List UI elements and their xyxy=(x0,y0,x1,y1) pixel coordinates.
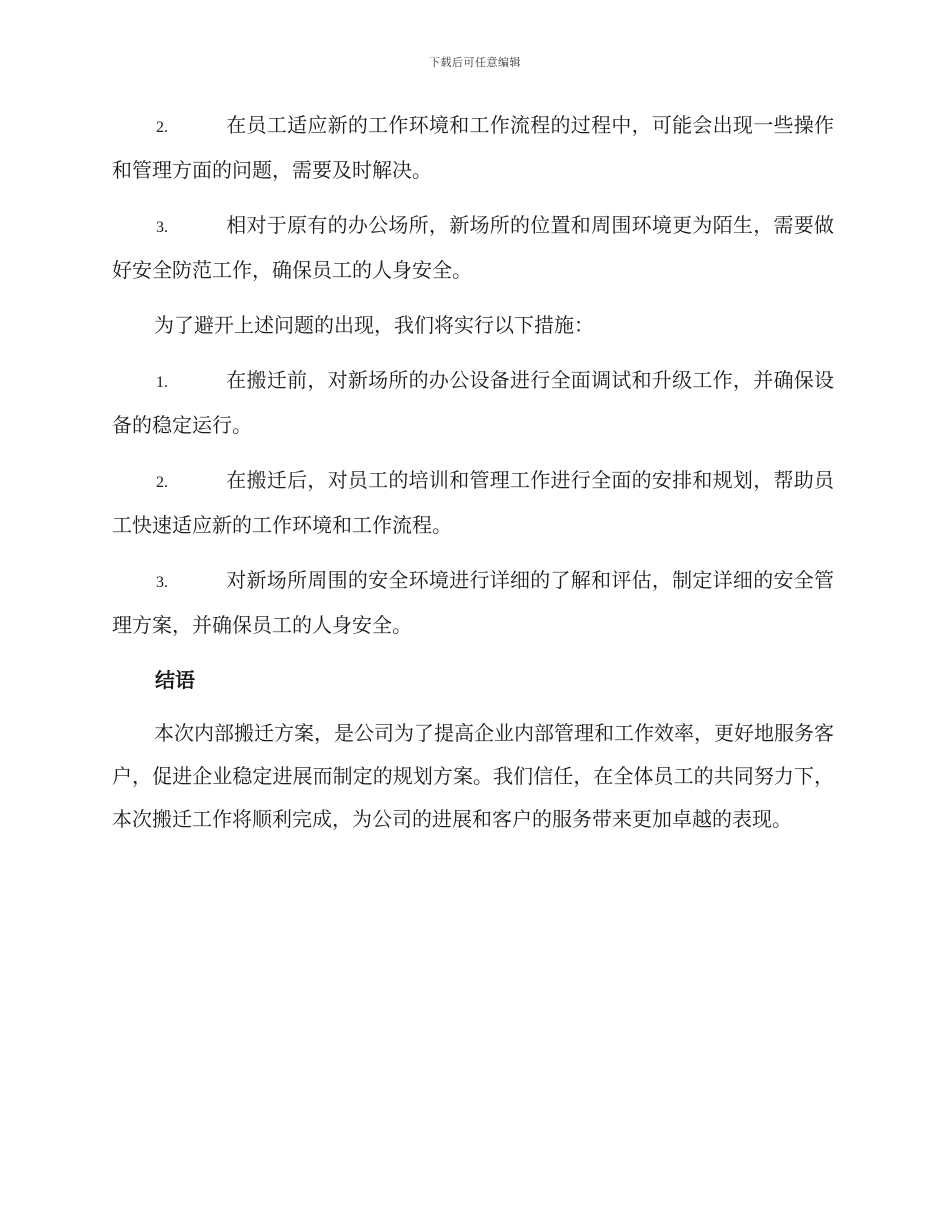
conclusion-text: 本次内部搬迁方案，是公司为了提高企业内部管理和工作效率，更好地服务客户，促进企业稳定进展而制定的规划方案。我们信任，在全体员工的共同努力下，本次搬迁工作将顺利完成，为公司的进展和客户的服务带来更加卓越的表现。 xyxy=(112,721,834,831)
measures-intro: 为了避开上述问题的出现，我们将实行以下措施： xyxy=(154,313,594,337)
list-number: 3. xyxy=(156,574,168,591)
list-item xyxy=(112,204,834,292)
conclusion-heading: 结语 xyxy=(155,668,195,692)
page-header: 下载后可任意编辑 xyxy=(429,56,521,69)
list-text: 在搬迁前，对新场所的办公设备进行全面调试和升级工作，并确保设备的稳定运行。 xyxy=(112,368,834,437)
list-text: 对新场所周围的安全环境进行详细的了解和评估，制定详细的安全管理方案，并确保员工的人身安全。 xyxy=(112,568,834,637)
list-text: 相对于原有的办公场所，新场所的位置和周围环境更为陌生，需要做好安全防范工作，确保员工的人身安全。 xyxy=(112,213,834,282)
list-item xyxy=(112,104,834,192)
list-item xyxy=(112,559,834,647)
list-number: 2. xyxy=(156,474,168,491)
list-text: 在搬迁后，对员工的培训和管理工作进行全面的安排和规划，帮助员工快速适应新的工作环境和工作流程。 xyxy=(112,468,834,537)
document-body xyxy=(112,104,834,853)
list-item xyxy=(112,359,834,447)
list-number: 3. xyxy=(156,219,168,236)
list-item xyxy=(112,459,834,547)
list-text: 在员工适应新的工作环境和工作流程的过程中，可能会出现一些操作和管理方面的问题，需要及时解决。 xyxy=(112,113,834,182)
list-number: 1. xyxy=(156,374,168,391)
list-number: 2. xyxy=(156,119,168,136)
